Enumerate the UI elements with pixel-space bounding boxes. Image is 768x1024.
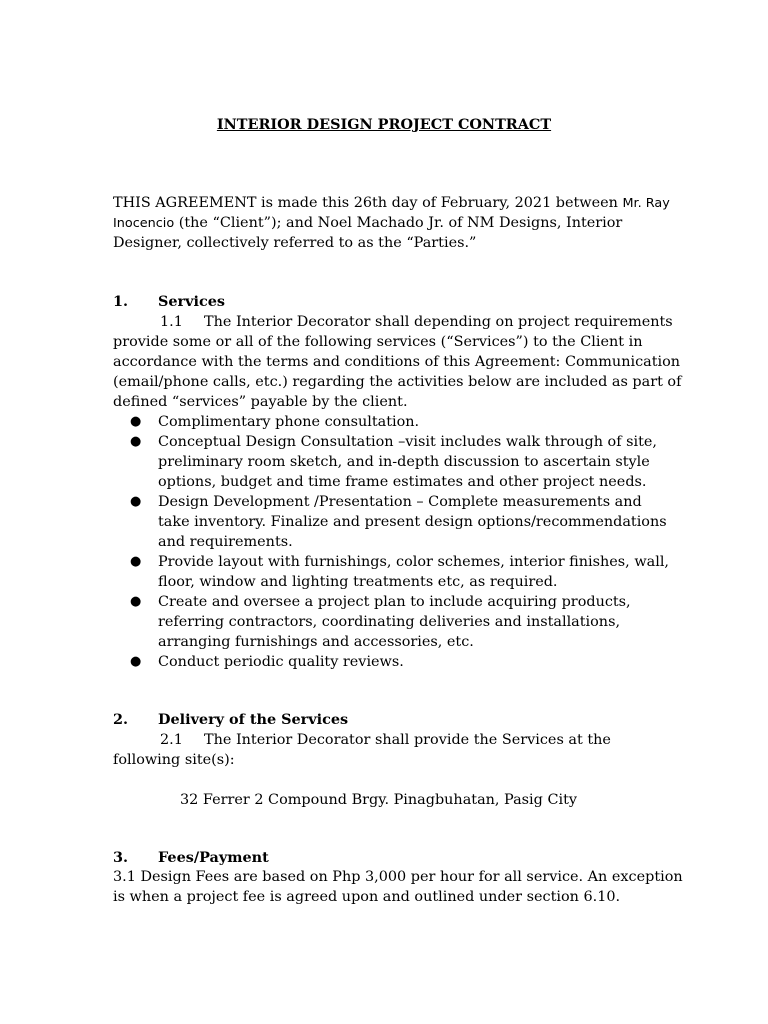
bullet-item: Design Development /Presentation – Complete measurements and — [158, 494, 642, 510]
bullet-item-continued: arranging furnishings and accessories, etc. — [158, 634, 474, 650]
agreement-line-2 — [113, 213, 622, 234]
section-3-heading: Fees/Payment — [158, 849, 269, 866]
client-name-part-1: Mr. Ray — [622, 196, 670, 211]
bullet-icon: ● — [130, 554, 142, 569]
bullet-item-continued: and requirements. — [158, 534, 293, 550]
section-1-1-text: The Interior Decorator shall depending on project requirements — [204, 314, 673, 330]
bullet-icon: ● — [130, 594, 142, 609]
section-3-line: is when a project fee is agreed upon and outlined under section 6.10. — [113, 889, 621, 905]
section-2-1-number: 2.1 — [160, 732, 183, 748]
section-1-1-number: 1.1 — [160, 314, 183, 330]
bullet-item-continued: referring contractors, coordinating deliveries and installations, — [158, 614, 621, 630]
section-2-1-text: The Interior Decorator shall provide the Services at the — [204, 732, 611, 748]
agreement-line-1-text: THIS AGREEMENT is made this 26th day of February, 2021 between — [113, 195, 623, 211]
section-1-line: provide some or all of the following services (“Services”) to the Client in — [113, 334, 643, 350]
section-2-line: following site(s): — [113, 752, 235, 768]
site-address: 32 Ferrer 2 Compound Brgy. Pinagbuhatan, Pasig City — [180, 792, 577, 808]
bullet-icon: ● — [130, 654, 142, 669]
bullet-item: Complimentary phone consultation. — [158, 414, 420, 430]
section-1-line: (email/phone calls, etc.) regarding the activities below are included as part of — [113, 374, 682, 390]
section-3-line: 3.1 Design Fees are based on Php 3,000 per hour for all service. An exception — [113, 869, 683, 885]
section-1-number: 1. — [113, 293, 129, 310]
bullet-item: Conceptual Design Consultation –visit includes walk through of site, — [158, 434, 657, 450]
bullet-icon: ● — [130, 494, 142, 509]
bullet-item-continued: options, budget and time frame estimates and other project needs. — [158, 474, 647, 490]
bullet-icon: ● — [130, 434, 142, 449]
agreement-line-2-text: (the “Client”); and Noel Machado Jr. of NM Designs, Interior — [174, 215, 623, 231]
bullet-item-continued: floor, window and lighting treatments etc, as required. — [158, 574, 558, 590]
section-2-number: 2. — [113, 711, 129, 728]
bullet-item: Conduct periodic quality reviews. — [158, 654, 404, 670]
section-1-line: accordance with the terms and conditions of this Agreement: Communication — [113, 354, 681, 370]
agreement-line-3: Designer, collectively referred to as the “Parties.” — [113, 235, 477, 251]
agreement-line-1 — [113, 193, 670, 214]
section-2-heading: Delivery of the Services — [158, 711, 349, 728]
client-name-part-2: Inocencio — [113, 216, 175, 231]
bullet-item: Create and oversee a project plan to include acquiring products, — [158, 594, 631, 610]
bullet-icon: ● — [130, 414, 142, 429]
section-1-heading: Services — [158, 293, 225, 310]
document-title: INTERIOR DESIGN PROJECT CONTRACT — [216, 116, 552, 133]
bullet-item-continued: take inventory. Finalize and present design options/recommendations — [158, 514, 667, 530]
section-3-number: 3. — [113, 849, 129, 866]
bullet-item-continued: preliminary room sketch, and in-depth discussion to ascertain style — [158, 454, 650, 470]
section-1-line: defined “services” payable by the client. — [113, 394, 408, 410]
bullet-item: Provide layout with furnishings, color schemes, interior finishes, wall, — [158, 554, 670, 570]
